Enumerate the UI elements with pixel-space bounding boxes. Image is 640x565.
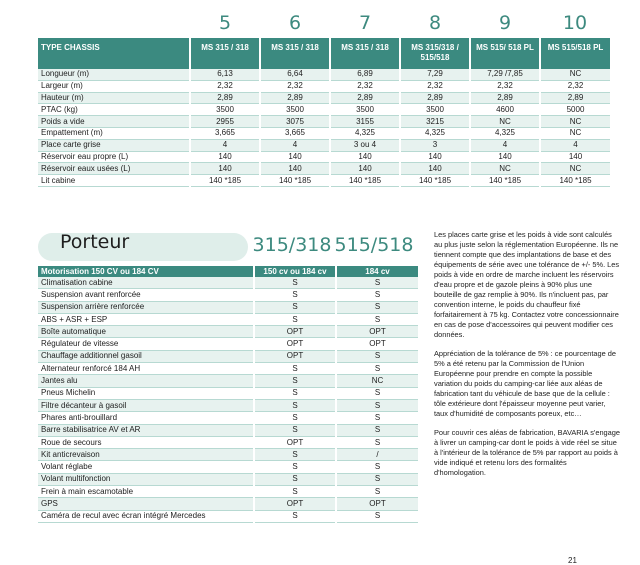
row-value: S (254, 449, 336, 461)
spec-header-cell: MS 515/ 518 PL (470, 38, 540, 69)
row-label: Chauffage additionnel gasoil (38, 350, 254, 362)
row-value: 4 (190, 139, 260, 151)
row-value: 3 ou 4 (330, 139, 400, 151)
row-value: OPT (254, 436, 336, 448)
row-value: S (336, 473, 418, 485)
row-value: NC (540, 163, 610, 175)
row-value: S (336, 350, 418, 362)
row-value: S (336, 510, 418, 522)
row-value: NC (540, 127, 610, 139)
row-value: 4,325 (330, 127, 400, 139)
row-label: Place carte grise (38, 139, 190, 151)
porteur-row (38, 498, 418, 510)
row-label: Longueur (m) (38, 69, 190, 80)
row-value: 2,89 (330, 92, 400, 104)
porteur-row (38, 387, 418, 399)
row-value: NC (470, 163, 540, 175)
row-value: OPT (336, 326, 418, 338)
row-value: 2,32 (190, 80, 260, 92)
row-label: Suspension avant renforcée (38, 289, 254, 301)
row-value: OPT (254, 338, 336, 350)
row-value: S (336, 461, 418, 473)
spec-row (38, 175, 610, 187)
row-value: S (336, 486, 418, 498)
page-number: 21 (568, 556, 577, 565)
row-value: S (336, 313, 418, 325)
spec-row (38, 127, 610, 139)
row-value: S (336, 387, 418, 399)
row-value: NC (336, 375, 418, 387)
row-value: 140 (260, 163, 330, 175)
row-value: 140 (470, 151, 540, 163)
spec-header-cell: MS 515/518 PL (540, 38, 610, 69)
row-value: S (336, 436, 418, 448)
row-value: / (336, 449, 418, 461)
row-value: 2,32 (330, 80, 400, 92)
row-label: Frein à main escamotable (38, 486, 254, 498)
row-label: Suspension arrière renforcée (38, 301, 254, 313)
model-number: 10 (562, 12, 588, 34)
row-label: Caméra de recul avec écran intégré Mercedes (38, 510, 254, 522)
row-value: 140 *185 (330, 175, 400, 187)
porteur-row (38, 363, 418, 375)
row-value: 140 *185 (190, 175, 260, 187)
row-value: 140 *185 (260, 175, 330, 187)
row-value: 4,325 (400, 127, 470, 139)
model-number: 6 (288, 12, 302, 34)
row-value: OPT (254, 326, 336, 338)
row-value: 2,32 (540, 80, 610, 92)
row-label: Filtre décanteur à gasoil (38, 399, 254, 411)
row-value: 7,29 (400, 69, 470, 80)
row-value: S (254, 301, 336, 313)
row-label: Volant multifonction (38, 473, 254, 485)
porteur-row (38, 301, 418, 313)
porteur-header-cell: 150 cv ou 184 cv (254, 266, 336, 277)
row-label: Roue de secours (38, 436, 254, 448)
row-value: 2,89 (190, 92, 260, 104)
porteur-row (38, 461, 418, 473)
row-label: Largeur (m) (38, 80, 190, 92)
row-value: 4 (260, 139, 330, 151)
row-value: S (254, 387, 336, 399)
row-value: 2,89 (540, 92, 610, 104)
row-value: S (336, 424, 418, 436)
row-value: S (336, 289, 418, 301)
porteur-header-row (38, 266, 418, 277)
row-value: 140 (260, 151, 330, 163)
row-value: 140 (190, 151, 260, 163)
row-value: S (254, 399, 336, 411)
model-number: 8 (428, 12, 442, 34)
row-value: 2,32 (400, 80, 470, 92)
spec-row (38, 92, 610, 104)
row-value: 3500 (400, 104, 470, 116)
row-label: GPS (38, 498, 254, 510)
porteur-row (38, 289, 418, 301)
row-value: NC (470, 116, 540, 128)
row-value: 140 *185 (470, 175, 540, 187)
row-label: Hauteur (m) (38, 92, 190, 104)
row-value: S (254, 473, 336, 485)
spec-row (38, 80, 610, 92)
spec-row (38, 116, 610, 128)
row-label: Boîte automatique (38, 326, 254, 338)
spec-row (38, 151, 610, 163)
notes-column (434, 230, 620, 487)
row-value: 140 *185 (400, 175, 470, 187)
porteur-row (38, 510, 418, 522)
row-label: Kit anticrevaison (38, 449, 254, 461)
row-value: 3500 (190, 104, 260, 116)
spec-row (38, 163, 610, 175)
porteur-row (38, 350, 418, 362)
chassis-spec-table (38, 38, 610, 187)
row-label: Régulateur de vitesse (38, 338, 254, 350)
row-label: Lit cabine (38, 175, 190, 187)
row-label: Réservoir eau propre (L) (38, 151, 190, 163)
row-label: Climatisation cabine (38, 277, 254, 289)
row-value: 3155 (330, 116, 400, 128)
row-value: 3500 (330, 104, 400, 116)
row-value: S (336, 412, 418, 424)
spec-row (38, 139, 610, 151)
porteur-title: Porteur (60, 231, 130, 253)
spec-header-cell: MS 315/318 / 515/518 (400, 38, 470, 69)
row-label: Jantes alu (38, 375, 254, 387)
porteur-header-cell: Motorisation 150 CV ou 184 CV (38, 266, 254, 277)
row-value: S (254, 289, 336, 301)
spec-row (38, 69, 610, 80)
row-value: 3075 (260, 116, 330, 128)
model-number: 7 (358, 12, 372, 34)
porteur-header (38, 230, 418, 266)
porteur-row (38, 313, 418, 325)
row-value: 3 (400, 139, 470, 151)
model-number: 5 (218, 12, 232, 34)
row-value: 3215 (400, 116, 470, 128)
porteur-header-cell: 184 cv (336, 266, 418, 277)
row-value: S (254, 412, 336, 424)
row-value: 140 (190, 163, 260, 175)
row-value: NC (540, 116, 610, 128)
porteur-row (38, 375, 418, 387)
spec-header-cell: MS 315 / 318 (260, 38, 330, 69)
porteur-row (38, 412, 418, 424)
porteur-model-header: 515/518 (334, 234, 414, 256)
row-value: S (254, 277, 336, 289)
porteur-row (38, 486, 418, 498)
row-value: S (254, 375, 336, 387)
spec-header-cell: TYPE CHASSIS (38, 38, 190, 69)
porteur-row (38, 473, 418, 485)
row-value: 7,29 /7,85 (470, 69, 540, 80)
porteur-row (38, 424, 418, 436)
row-value: 2955 (190, 116, 260, 128)
row-value: S (254, 363, 336, 375)
row-label: Phares anti-brouillard (38, 412, 254, 424)
row-label: Empattement (m) (38, 127, 190, 139)
row-label: Poids a vide (38, 116, 190, 128)
row-label: ABS + ASR + ESP (38, 313, 254, 325)
row-label: Barre stabilisatrice AV et AR (38, 424, 254, 436)
row-value: 3500 (260, 104, 330, 116)
row-value: S (254, 424, 336, 436)
row-value: S (336, 399, 418, 411)
row-value: 2,89 (470, 92, 540, 104)
porteur-equipment-table (38, 266, 418, 523)
row-value: S (336, 363, 418, 375)
row-value: 140 (400, 151, 470, 163)
row-value: 140 (540, 151, 610, 163)
porteur-row (38, 277, 418, 289)
row-value: 4 (540, 139, 610, 151)
row-value: 6,64 (260, 69, 330, 80)
row-value: OPT (254, 498, 336, 510)
porteur-model-header: 315/318 (252, 234, 332, 256)
note-paragraph: Appréciation de la tolérance de 5% : ce pourcentage de 5% a été retenu par la Commission de l'Union Européenne pour prendre en compte la possible variation du poids du camping-car liée aux aléas de fabrication tant du véhicule de base que de la cellule : tôle extérieure dont l'épaisseur moyenne peut varier, taux d'humidité de composants poreux, etc… (434, 349, 617, 418)
row-value: 2,89 (260, 92, 330, 104)
porteur-row (38, 338, 418, 350)
spec-header-row (38, 38, 610, 69)
row-value: 140 *185 (540, 175, 610, 187)
model-numbers (190, 12, 610, 34)
row-value: 140 (330, 163, 400, 175)
row-value: 2,32 (470, 80, 540, 92)
row-value: 4 (470, 139, 540, 151)
note-paragraph: Pour couvrir ces aléas de fabrication, BAVARIA s'engage à livrer un camping-car dont le poids à vide réel se situe à l'intérieur de la tolérance de 5% par rapport au poids à vide indiqué et retenu lors des formalités d'homologation. (434, 428, 621, 477)
row-value: S (254, 461, 336, 473)
row-value: OPT (254, 350, 336, 362)
row-value: 4600 (470, 104, 540, 116)
row-value: S (336, 277, 418, 289)
row-value: S (254, 510, 336, 522)
row-value: 5000 (540, 104, 610, 116)
row-value: 2,89 (400, 92, 470, 104)
row-value: OPT (336, 338, 418, 350)
row-label: PTAC (kg) (38, 104, 190, 116)
row-value: OPT (336, 498, 418, 510)
row-label: Alternateur renforcé 184 AH (38, 363, 254, 375)
row-value: 4,325 (470, 127, 540, 139)
row-value: NC (540, 69, 610, 80)
model-number: 9 (498, 12, 512, 34)
spec-header-cell: MS 315 / 318 (190, 38, 260, 69)
row-value: 140 (400, 163, 470, 175)
row-value: 3,665 (260, 127, 330, 139)
row-value: 2,32 (260, 80, 330, 92)
row-value: S (254, 486, 336, 498)
row-value: 6,89 (330, 69, 400, 80)
note-paragraph: Les places carte grise et les poids à vide sont calculés au plus juste selon la réglementation Européenne. Ils ne tiennent compte que des implantations de base et des équipements de série avec une tolérance de +/- 5%. Les poids à vide en ordre de marche incluent les réservoirs d'eau propre et de gazole pleins à 90% plus une bouteille de gaz remplie à 90%. Ils n'incluent pas, par convention interne, le poids du chauffeur fixé forfaitairement à 75 kg. Contactez votre concessionnaire en cas de pose d'accessoires qui peuvent modifier ces données. (434, 230, 620, 339)
porteur-row (38, 436, 418, 448)
row-value: 3,665 (190, 127, 260, 139)
spec-row (38, 104, 610, 116)
spec-header-cell: MS 315 / 318 (330, 38, 400, 69)
row-label: Réservoir eaux usées (L) (38, 163, 190, 175)
row-label: Volant réglabe (38, 461, 254, 473)
row-value: 140 (330, 151, 400, 163)
row-value: 6,13 (190, 69, 260, 80)
row-value: S (336, 301, 418, 313)
porteur-row (38, 326, 418, 338)
row-value: S (254, 313, 336, 325)
porteur-row (38, 449, 418, 461)
porteur-row (38, 399, 418, 411)
row-label: Pneus Michelin (38, 387, 254, 399)
